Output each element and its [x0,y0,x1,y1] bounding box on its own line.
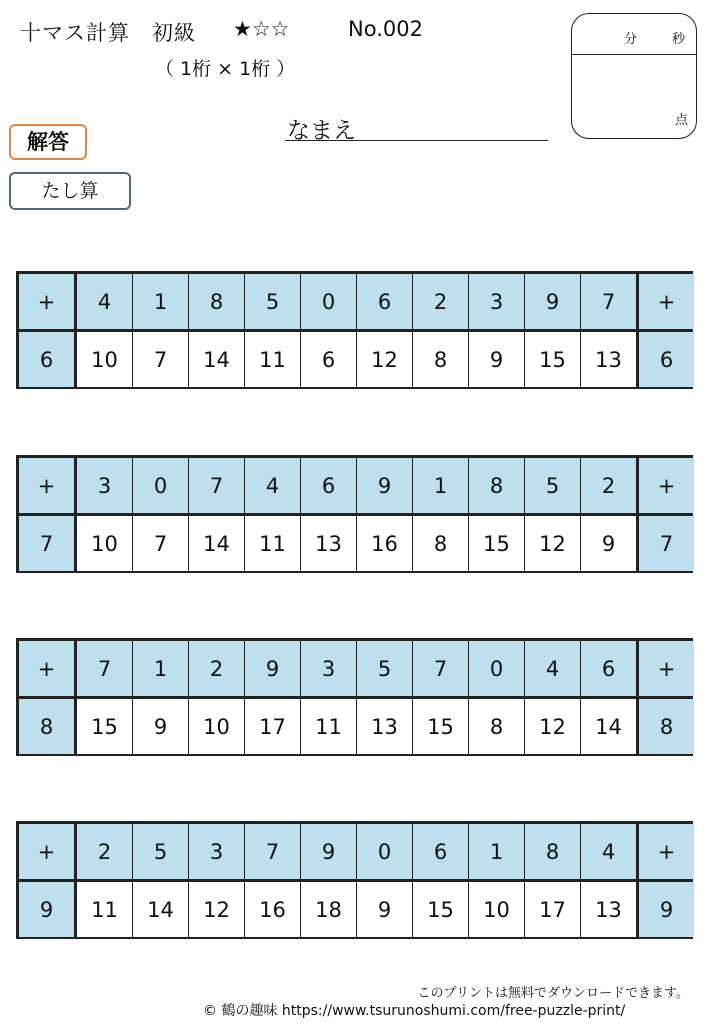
answer-cell: 15 [525,332,580,387]
plus-sign-cell: + [639,458,694,513]
answer-cell: 10 [189,699,244,754]
top-number-cell: 7 [581,274,636,329]
addend-cell: 7 [19,516,74,571]
top-number-cell: 7 [77,641,132,696]
answer-cell: 13 [301,516,356,571]
top-number-cell: 7 [245,824,300,879]
addend-cell: 7 [639,516,694,571]
time-score-divider [572,54,696,55]
answer-cell: 9 [581,516,636,571]
answer-cell: 16 [357,516,412,571]
answer-cell: 15 [413,699,468,754]
answer-cell: 13 [357,699,412,754]
answer-cell: 10 [77,332,132,387]
addition-grid [16,821,693,939]
top-number-cell: 4 [581,824,636,879]
answer-cell: 9 [133,699,188,754]
answer-cell: 11 [301,699,356,754]
answer-cell: 8 [413,332,468,387]
top-number-cell: 5 [525,458,580,513]
plus-sign-cell: + [19,824,74,879]
answer-cell: 9 [357,882,412,937]
answer-cell: 8 [469,699,524,754]
addend-cell: 9 [639,882,694,937]
answer-cell: 14 [133,882,188,937]
answer-cell: 11 [77,882,132,937]
plus-sign-cell: + [19,274,74,329]
top-number-cell: 4 [77,274,132,329]
top-number-cell: 6 [581,641,636,696]
difficulty-stars: ★☆☆ [233,17,290,41]
answer-cell: 6 [301,332,356,387]
grid-answer-row [19,516,690,571]
minutes-label: 分 [624,32,638,47]
answer-badge: 解答 [9,124,87,160]
answer-cell: 15 [413,882,468,937]
top-number-cell: 6 [413,824,468,879]
top-number-cell: 6 [357,274,412,329]
top-number-cell: 2 [77,824,132,879]
top-number-cell: 8 [525,824,580,879]
answer-cell: 17 [525,882,580,937]
addend-cell: 6 [19,332,74,387]
answer-cell: 12 [525,699,580,754]
seconds-label: 秒 [672,32,686,47]
plus-sign-cell: + [639,641,694,696]
top-number-cell: 1 [469,824,524,879]
top-number-cell: 4 [525,641,580,696]
answer-cell: 12 [189,882,244,937]
answer-cell: 16 [245,882,300,937]
addition-grid [16,271,693,389]
top-number-cell: 8 [189,274,244,329]
grid-answer-row [19,882,690,937]
top-number-cell: 2 [413,274,468,329]
addend-cell: 9 [19,882,74,937]
plus-sign-cell: + [639,274,694,329]
answer-cell: 14 [581,699,636,754]
footer-copyright: © 鶴の趣味 https://www.tsurunoshumi.com/free-puzzle-print/ [203,1003,626,1019]
top-number-cell: 5 [133,824,188,879]
plus-sign-cell: + [19,641,74,696]
answer-cell: 7 [133,516,188,571]
addend-cell: 6 [639,332,694,387]
top-number-cell: 3 [77,458,132,513]
addend-cell: 8 [639,699,694,754]
top-number-cell: 4 [245,458,300,513]
grid-answer-row [19,332,690,387]
top-number-cell: 0 [301,274,356,329]
answer-cell: 14 [189,516,244,571]
answer-cell: 18 [301,882,356,937]
operation-label: たし算 [9,172,131,210]
answer-cell: 10 [469,882,524,937]
top-number-cell: 2 [581,458,636,513]
answer-cell: 15 [77,699,132,754]
answer-cell: 11 [245,332,300,387]
worksheet-title: 十マス計算 初級 [20,21,196,45]
top-number-cell: 6 [301,458,356,513]
worksheet-subtitle: （ 1桁 × 1桁 ） [155,58,296,80]
answer-cell: 10 [77,516,132,571]
answer-cell: 7 [133,332,188,387]
top-number-cell: 1 [133,274,188,329]
top-number-cell: 9 [301,824,356,879]
worksheet-number: No.002 [348,17,423,41]
top-number-cell: 9 [357,458,412,513]
answer-cell: 12 [525,516,580,571]
top-number-cell: 1 [133,641,188,696]
answer-cell: 13 [581,882,636,937]
top-number-cell: 2 [189,641,244,696]
top-number-cell: 8 [469,458,524,513]
top-number-cell: 0 [357,824,412,879]
top-number-cell: 9 [245,641,300,696]
answer-cell: 12 [357,332,412,387]
grid-header-row [19,458,690,513]
grid-header-row [19,824,690,879]
points-label: 点 [675,113,689,128]
top-number-cell: 7 [189,458,244,513]
top-number-cell: 1 [413,458,468,513]
top-number-cell: 3 [301,641,356,696]
top-number-cell: 5 [357,641,412,696]
top-number-cell: 3 [189,824,244,879]
time-score-box [571,13,697,139]
grid-header-row [19,641,690,696]
top-number-cell: 0 [133,458,188,513]
top-number-cell: 5 [245,274,300,329]
answer-cell: 17 [245,699,300,754]
addition-grid [16,638,693,756]
top-number-cell: 9 [525,274,580,329]
footer-notice: このプリントは無料でダウンロードできます。 [417,986,689,1001]
plus-sign-cell: + [19,458,74,513]
grid-answer-row [19,699,690,754]
answer-cell: 11 [245,516,300,571]
answer-cell: 15 [469,516,524,571]
plus-sign-cell: + [639,824,694,879]
grid-header-row [19,274,690,329]
answer-cell: 9 [469,332,524,387]
name-underline [285,140,548,141]
name-label: なまえ [287,118,356,144]
answer-cell: 14 [189,332,244,387]
top-number-cell: 7 [413,641,468,696]
top-number-cell: 3 [469,274,524,329]
answer-cell: 8 [413,516,468,571]
addition-grid [16,455,693,573]
answer-cell: 13 [581,332,636,387]
addend-cell: 8 [19,699,74,754]
top-number-cell: 0 [469,641,524,696]
